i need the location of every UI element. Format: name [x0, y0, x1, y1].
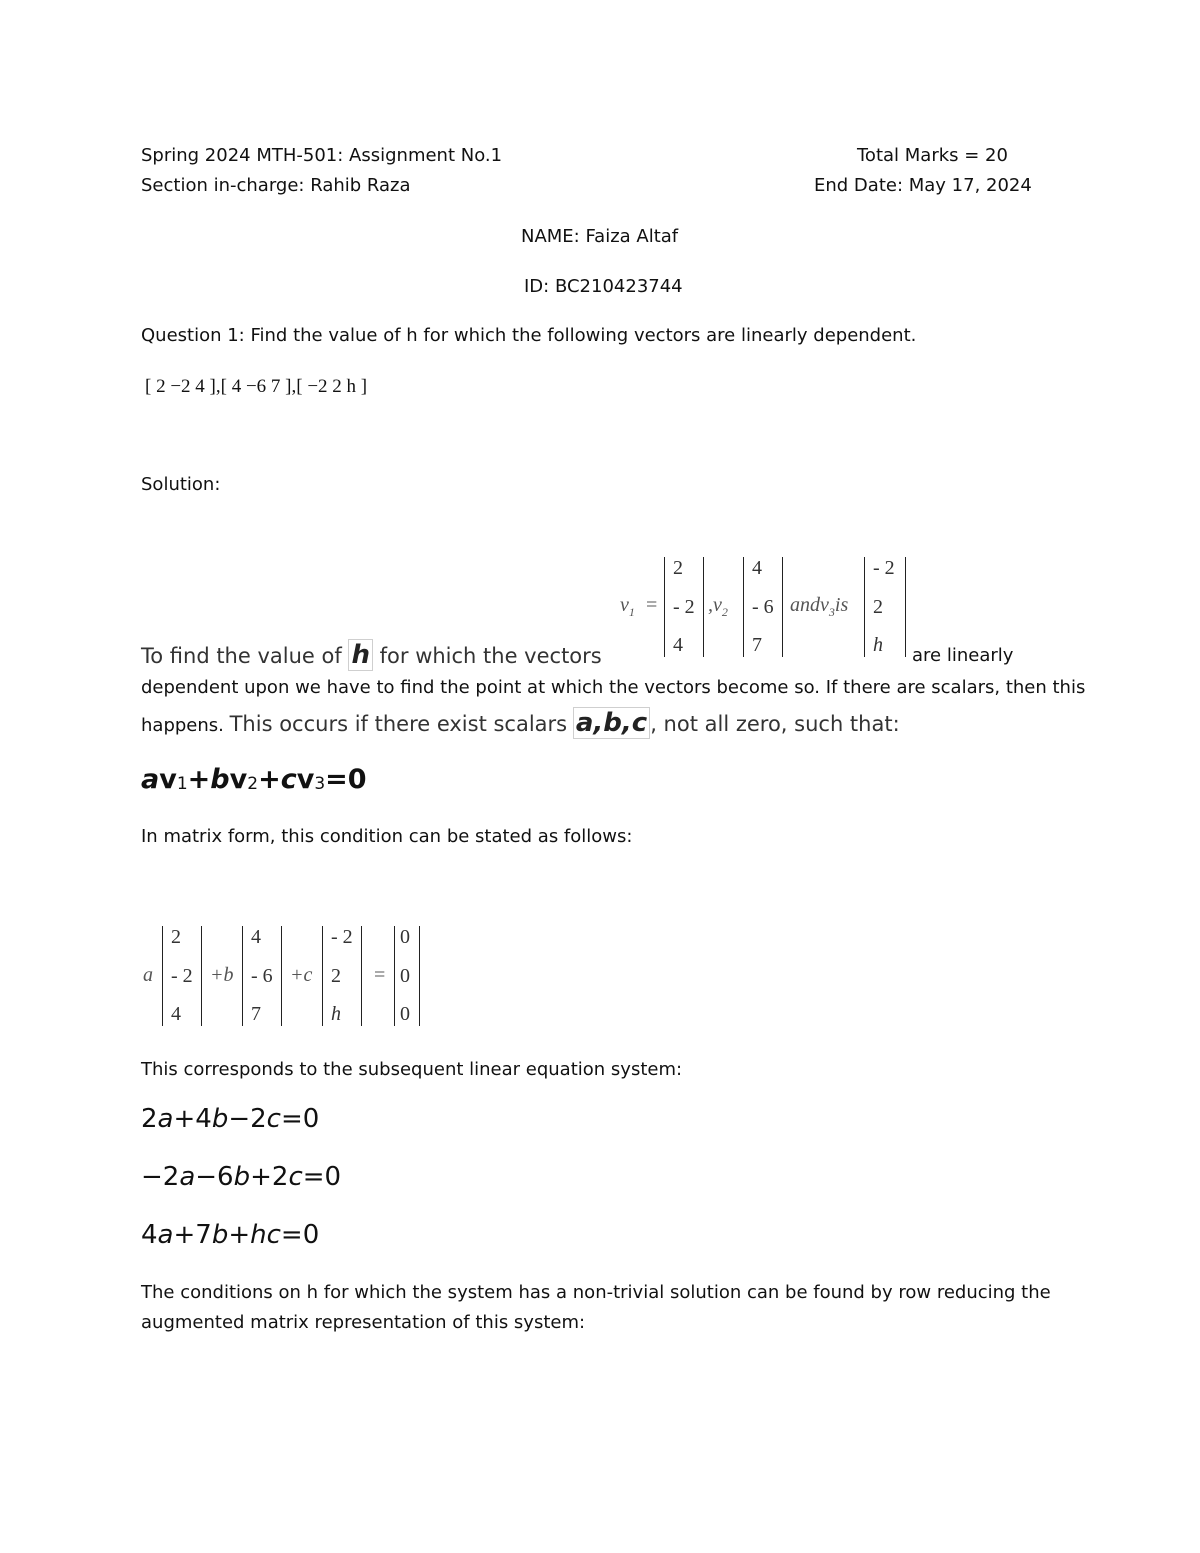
v1-label: $v_1$	[620, 594, 635, 619]
intro-end: are linearly	[912, 645, 1014, 666]
conclusion-line-2: augmented matrix representation of this system:	[141, 1312, 586, 1333]
v3-label: andv$_3$is	[790, 594, 849, 619]
v2-entry: 4	[752, 557, 762, 579]
zero-entry: 0	[400, 1003, 410, 1025]
linear-combination-equation: $av_1+bv_2+cv_3=0$	[141, 764, 367, 795]
column-b	[242, 926, 282, 1026]
intro-line: To find the value of h for which the vectors	[141, 640, 602, 670]
column-c-entry: 2	[331, 964, 341, 987]
equation-2: −2a−6b+2c=0	[141, 1162, 342, 1192]
zero-vector	[394, 926, 420, 1026]
column-c	[322, 926, 362, 1026]
v3-entry: h	[873, 634, 883, 656]
column-a-entry: - 2	[171, 964, 193, 987]
zero-entry: 0	[400, 926, 410, 948]
vector-v2	[743, 557, 783, 657]
v1-entry: 2	[673, 557, 683, 579]
question-text: Question 1: Find the value of h for which the following vectors are linearly dependent.	[141, 325, 917, 346]
column-c-entry: h	[331, 1003, 341, 1025]
vector-v3	[864, 557, 906, 657]
equation-1: 2a+4b−2c=0	[141, 1104, 320, 1134]
column-b-entry: 4	[251, 926, 261, 948]
zero-entry: 0	[400, 964, 410, 987]
conclusion-line-1: The conditions on h for which the system has a non-trivial solution can be found by row reducing the	[141, 1282, 1051, 1303]
v2-label: $,v_2$	[708, 594, 728, 619]
v1-entry: 4	[673, 634, 683, 656]
student-id: ID: BC210423744	[524, 276, 683, 297]
column-a	[162, 926, 202, 1026]
v3-entry: - 2	[873, 557, 895, 579]
column-c-entry: - 2	[331, 926, 353, 948]
vector-v1	[664, 557, 704, 657]
section-in-charge: Section in-charge: Rahib Raza	[141, 175, 411, 196]
course-title: Spring 2024 MTH-501: Assignment No.1	[141, 145, 503, 166]
v1-entry: - 2	[673, 595, 695, 618]
equals-sign: =	[646, 594, 658, 616]
total-marks: Total Marks = 20	[857, 145, 1008, 166]
question-vectors: [ 2 −2 4 ],[ 4 −6 7 ],[ −2 2 h ]	[145, 376, 368, 397]
matrix-form-text: In matrix form, this condition can be stated as follows:	[141, 826, 633, 847]
scalar-b: +b	[210, 964, 234, 986]
v2-entry: - 6	[752, 595, 774, 618]
solution-label: Solution:	[141, 474, 221, 495]
end-date: End Date: May 17, 2024	[814, 175, 1032, 196]
dependence-line: dependent upon we have to find the point at which the vectors become so. If there are scalars, then this	[141, 677, 1086, 698]
column-a-entry: 2	[171, 926, 181, 948]
column-b-entry: - 6	[251, 964, 273, 987]
matrix-equals-sign: =	[374, 964, 386, 986]
equation-3: 4a+7b+hc=0	[141, 1220, 320, 1250]
student-name: NAME: Faiza Altaf	[521, 226, 679, 247]
column-a-entry: 4	[171, 1003, 181, 1025]
scalar-c: +c	[290, 964, 313, 986]
scalars-line: happens. This occurs if there exist scalars a,b,c , not all zero, such that:	[141, 708, 900, 738]
column-b-entry: 7	[251, 1003, 261, 1025]
v2-entry: 7	[752, 634, 762, 656]
scalar-a: a	[143, 964, 153, 986]
v3-entry: 2	[873, 595, 883, 618]
system-intro-text: This corresponds to the subsequent linear equation system:	[141, 1059, 683, 1080]
